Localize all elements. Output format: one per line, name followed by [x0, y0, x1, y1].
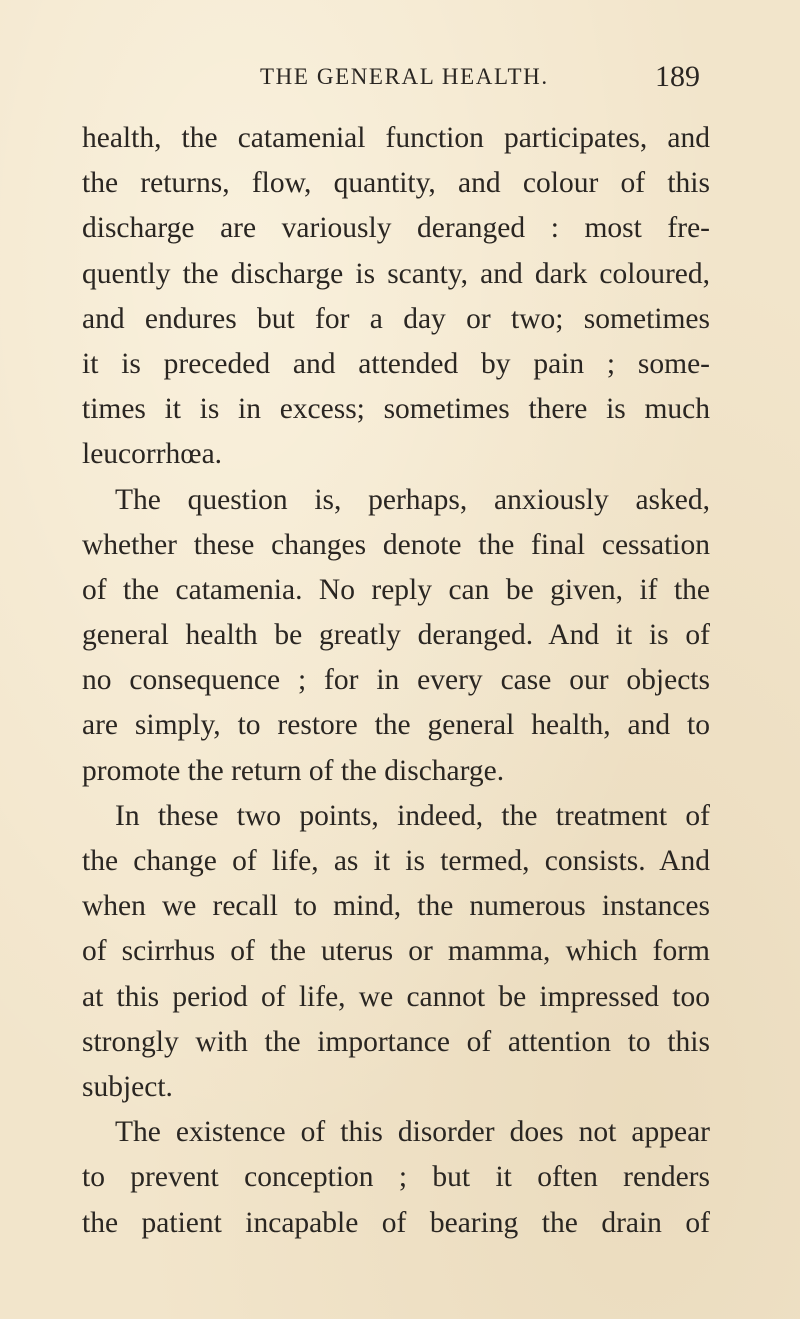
- text-line: The question is, perhaps, anxiously asked,: [115, 483, 710, 516]
- text-line: subject.: [82, 1070, 173, 1103]
- running-title: THE GENERAL HEALTH.: [260, 64, 549, 89]
- text-line: at this period of life, we cannot be impressed too: [82, 980, 710, 1013]
- text-line: the returns, flow, quantity, and colour of this: [82, 167, 710, 200]
- running-head: [100, 60, 700, 100]
- text-line: to prevent conception ; but it often renders: [82, 1161, 710, 1194]
- text-line: it is preceded and attended by pain ; some-: [82, 347, 710, 380]
- text-line: leucorrhœa.: [82, 438, 223, 471]
- text-line: the patient incapable of bearing the drain of: [82, 1206, 710, 1239]
- text-line: of the catamenia. No reply can be given, if the: [82, 573, 710, 606]
- text-line: of scirrhus of the uterus or mamma, which form: [82, 935, 710, 968]
- text-line: whether these changes denote the final cessation: [82, 528, 710, 561]
- text-line: general health be greatly deranged. And it is of: [82, 619, 710, 652]
- text-line: discharge are variously deranged : most fre-: [82, 212, 710, 245]
- page-number: 189: [655, 60, 700, 93]
- text-line: health, the catamenial function participates, and: [82, 122, 710, 154]
- text-line: times it is in excess; sometimes there is much: [82, 393, 710, 426]
- text-line: quently the discharge is scanty, and dark coloured,: [82, 257, 710, 290]
- text-line: In these two points, indeed, the treatment of: [115, 799, 710, 832]
- text-line: the change of life, as it is termed, consists. And: [82, 845, 710, 877]
- text-line: are simply, to restore the general health, and to: [82, 709, 710, 742]
- text-line: no consequence ; for in every case our objects: [82, 664, 710, 697]
- text-line: when we recall to mind, the numerous instances: [82, 890, 710, 923]
- text-line: and endures but for a day or two; sometimes: [82, 302, 710, 335]
- text-line: promote the return of the discharge.: [82, 754, 505, 787]
- body-text: [82, 116, 710, 1246]
- text-line: The existence of this disorder does not appear: [115, 1116, 710, 1149]
- text-line: strongly with the importance of attention to this: [82, 1025, 710, 1058]
